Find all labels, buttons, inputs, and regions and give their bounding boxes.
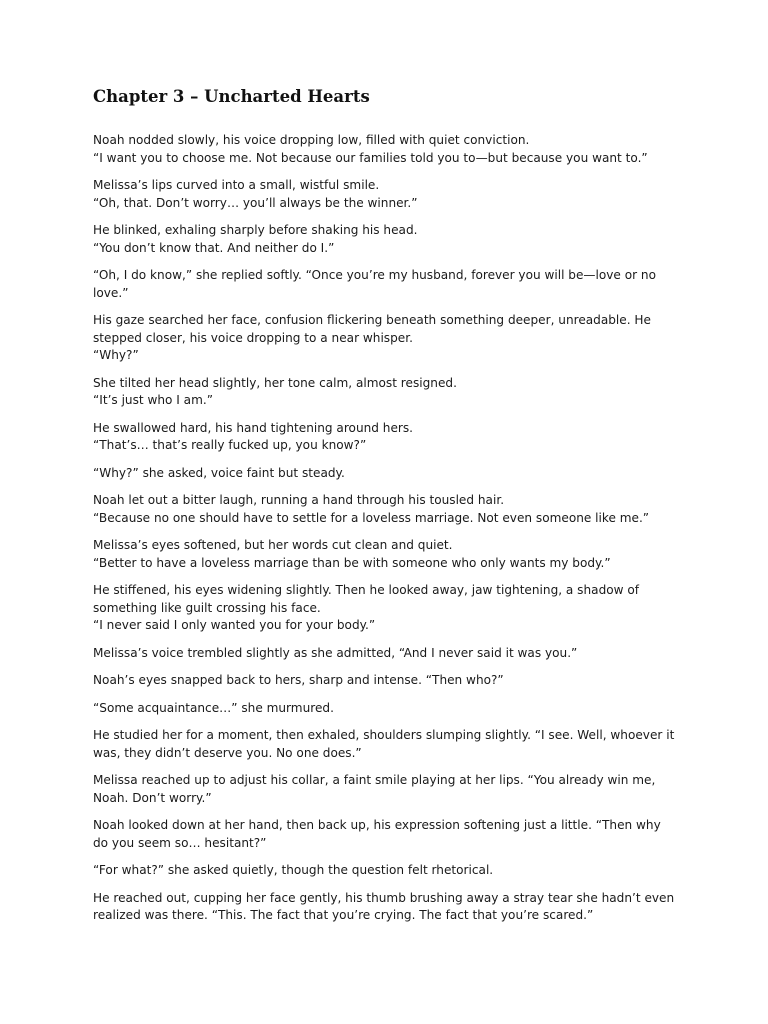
paragraph-line: “Why?” she asked, voice faint but steady. [93,465,345,480]
paragraph [93,537,678,572]
paragraph [93,890,678,925]
paragraph-line: “Because no one should have to settle for a loveless marriage. Not even someone like me.” [93,510,650,525]
paragraph-line: Noah looked down at her hand, then back up, his expression softening just a little. “Then why do you seem so… hesitant?” [93,818,661,850]
paragraph-line: “It’s just who I am.” [93,393,213,407]
paragraph-line: “You don’t know that. And neither do I.” [93,240,335,255]
chapter-title: Chapter 3 – Uncharted Hearts [93,87,370,106]
paragraph [93,727,678,762]
paragraph-line: Melissa reached up to adjust his collar, a faint smile playing at her lips. “You already win me, Noah. Don’t worry.” [93,773,656,805]
paragraph-line: “Oh, I do know,” she replied softly. “Once you’re my husband, forever you will be—love or no love.” [93,268,657,300]
paragraph-line: “I want you to choose me. Not because our families told you to—but because you want to.” [93,150,648,165]
paragraph [93,862,678,880]
paragraph-line: Noah’s eyes snapped back to hers, sharp and intense. “Then who?” [93,673,504,687]
paragraph-line: “I never said I only wanted you for your body.” [93,618,376,632]
paragraph-line: Noah let out a bitter laugh, running a hand through his tousled hair. [93,493,505,507]
paragraph-line: “Better to have a loveless marriage than be with someone who only wants my body.” [93,555,611,570]
paragraph-line: “That’s… that’s really fucked up, you know?” [93,438,367,452]
paragraph [93,700,678,718]
paragraph [93,375,678,410]
paragraph [93,420,678,455]
paragraph-line: “Oh, that. Don’t worry… you’ll always be the winner.” [93,195,418,210]
paragraph [93,465,678,483]
paragraph-line: He studied her for a moment, then exhaled, shoulders slumping slightly. “I see. Well, whoever it was, they didn’t deserve you. No one does.” [93,728,675,760]
paragraph [93,772,678,807]
paragraph-line: Melissa’s eyes softened, but her words cut clean and quiet. [93,538,453,552]
paragraph [93,267,678,302]
chapter-body [93,132,678,925]
paragraph [93,132,678,167]
paragraph [93,177,678,212]
paragraph-line: His gaze searched her face, confusion flickering beneath something deeper, unreadable. He stepped closer, his voice dropping to a near whisper. [93,313,651,345]
paragraph-line: She tilted her head slightly, her tone calm, almost resigned. [93,375,457,390]
paragraph-line: Melissa’s voice trembled slightly as she admitted, “And I never said it was you.” [93,645,578,660]
paragraph [93,582,678,635]
paragraph-line: “Some acquaintance…” she murmured. [93,700,334,715]
paragraph [93,645,678,663]
paragraph [93,817,678,852]
paragraph-line: He reached out, cupping her face gently, his thumb brushing away a stray tear she hadn’t even realized was there. “This. The fact that you’re crying. The fact that you’re scared.” [93,890,675,922]
paragraph [93,672,678,690]
paragraph-line: Noah nodded slowly, his voice dropping low, filled with quiet conviction. [93,133,530,147]
paragraph-line: He blinked, exhaling sharply before shaking his head. [93,223,418,237]
paragraph [93,312,678,365]
document-page [93,86,678,935]
paragraph-line: Melissa’s lips curved into a small, wistful smile. [93,178,380,192]
paragraph-line: He swallowed hard, his hand tightening around hers. [93,420,414,435]
paragraph [93,222,678,257]
paragraph-line: He stiffened, his eyes widening slightly. Then he looked away, jaw tightening, a shadow of something like guilt crossing his face. [93,583,640,615]
paragraph-line: “For what?” she asked quietly, though the question felt rhetorical. [93,863,494,877]
paragraph [93,492,678,527]
paragraph-line: “Why?” [93,348,139,362]
